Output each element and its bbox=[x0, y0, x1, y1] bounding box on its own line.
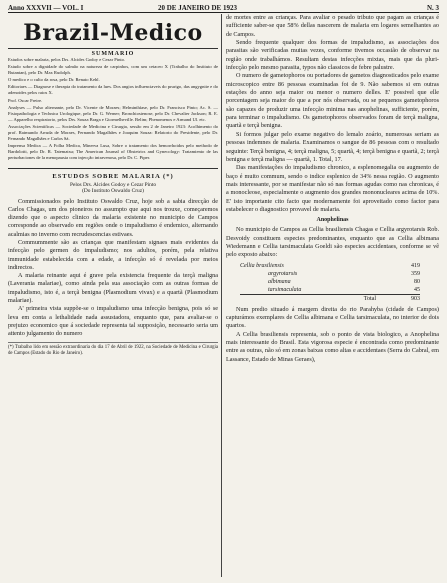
masthead-title: Brazil-Medico bbox=[23, 20, 203, 46]
species-name: argyrotarsis bbox=[268, 270, 298, 277]
summary-item: Imprensa Medica — A Folha Medica, Minerva Lusa, Sobre o tratamento dos hemorrhoidos pelo methodo de Bardolotti, pelo Dr. R. Tatematsu; The American Journal of Obstetrics and Gynecology: Tratamiento de las perturbaciones de la menopausia com injecção intravenosa, pelo Dr. C. Piper. bbox=[8, 143, 218, 161]
species-row bbox=[240, 270, 420, 278]
issue-volume: Anno XXXVII — VOL. I bbox=[8, 4, 84, 12]
species-count: 80 bbox=[414, 278, 420, 285]
article-authors: Pelos Drs. Alcides Godoy e Cezar Pinto bbox=[69, 181, 157, 188]
article-paragraph: Num predio situado á margem direita do rio Parahyba (cidade de Campos) capturámos exemplares de Cellia albimana e Cellia tarsimaculata, no interior de dois quartos. bbox=[226, 305, 439, 330]
left-column bbox=[8, 14, 218, 579]
article-paragraph: No municipio de Campos as Cellia brasiliensis Chagas e Cellia argyrotarsis Rob. Desvoidy constituem especies predominantes, enquanto que as Cellia albimana Wiedemann e Cellia tarsimaculata Goeldi são especies accidentaes, conforme se vê pelo exposto abaixo: bbox=[226, 226, 439, 259]
species-count: 45 bbox=[414, 286, 420, 293]
summary-item: O medico e o culto da rosa, pelo Dr. Renato Kehl. bbox=[8, 77, 100, 83]
species-count: 419 bbox=[411, 262, 420, 269]
issue-date: 20 DE JANEIRO DE 1923 bbox=[158, 4, 237, 12]
summary-item: Estudos sobre malaria, pelos Drs. Alcides Godoy e Cezar Pinto. bbox=[8, 57, 126, 62]
article-paragraph: A malaria reinante aqui é grave pela existencia frequente da terçã maligna (Laverania malariae), como ainda pela sua associação com as outras formas de impaludismo, isto é, a terçã benigna (Plasmodium vivax) e a quartã (Plasmodium malariae). bbox=[8, 272, 218, 305]
summary-item: Associações Scientificas — Sociedade de Medicina e Cirurgia, sessão em 2 de Janeiro 1923: Acolhimento do prof. Raimundo Arruda de Moraes, Fernando Magalhães e Joaquim Souza: Relatorio do Presidente, pelo Dr. Fernando Magalhães e Carlos Sá. bbox=[8, 123, 218, 142]
article-paragraph: Commissionados pelo Instituto Oswaldo Cruz, hoje sob a sabia direcção de Carlos Chagas, um dos pioneiros no assumpto que aqui nos trouxe, começaremos dizendo que o aspecto clinico da malaria existente no municipio de Campos corresponde ao observado em regiões onde o impaludismo é endemico, alternando acalmias no inverno com recrudescencias estivaes. bbox=[8, 197, 218, 238]
issue-number: N. 3 bbox=[426, 4, 439, 12]
species-row bbox=[240, 262, 420, 270]
right-column bbox=[226, 14, 439, 579]
header-rule bbox=[8, 12, 439, 13]
species-total-value: 903 bbox=[390, 294, 420, 303]
article-paragraph: Commummente são as crianças que manifestam signaes mais evidentes da infecção pelo germen do impaludismo; nos adultos, porém, pela relativa immunidade estabelecida com a edade, a infecção só é revelada por meios indirectos. bbox=[8, 238, 218, 271]
summary-list bbox=[8, 57, 218, 162]
column-divider bbox=[221, 14, 222, 577]
article-paragraph: Sendo frequente qualquer dos formas de impaludismo, as associações dos parasitas são verificadas muitas vezes, conforme tivemos occasião de observar na região onde trabalhámos. Resultam destas infecções mixtas, mais que da pluri-infecção pelo mesmo parasita, typos não classicos de febre palustre. bbox=[226, 39, 439, 72]
summary-item: Editoriaes — Diagnose e therapia do tratamento da lues. Dos angios influenciaveis do prurigo, das angygnite e do adenoides pelos raios X. bbox=[8, 84, 218, 96]
species-table bbox=[240, 262, 420, 303]
species-count: 359 bbox=[411, 270, 420, 277]
article-paragraph: Si formos julgar pelo exame negativo do lemalo zoário, numerosas seriam as pessoas indemnes de malaria. Examinamos o sangue de 86 pessoas com o resultado seguinte: Terçã benigna, 4; terçã maligna, 5; quartã, 4; terçã benigna e quartã, 2; terçã benigna e terçã maligna — quartã, 1. Total, 17. bbox=[226, 130, 439, 163]
summary-item: Estudo sobre a dignidade do salmão na natureza de carpinhos, com um cetaceo X (Trabalho do Instituto de Butantan), pelo Dr. Max Rudolph. bbox=[8, 64, 218, 76]
article-paragraph: de mortes entre as crianças. Para avaliar o pesado tributo que pagam as crianças é sufficiente saber-se que 58% dellas nascerem de malaria em logares semelhantes ao de Campos. bbox=[226, 14, 439, 38]
article-paragraph: A Cellia brasiliensis representa, sob o ponto de vista biologico, a Anophelina mais interessante do Brasil. Esta vigorosa especie é encontrada como predominante entre as outras, não só em zonas baixas como altas e accidentaes (Serra do Cabral, em Lassance, Estado de Minas Geraes), bbox=[226, 330, 439, 363]
summary-item: Prof. Oscar Freire. bbox=[8, 97, 43, 103]
section-heading: Anophelinas bbox=[316, 217, 349, 224]
article-paragraph: Das manifestações do impaludismo chronico, a esplenomegalia ou augmento de baço é muito commum, sendo o indice esplenico de 34% nessa região. O augmento mais interessante, por se manifestar não só nas formas agudas como nas chronicas, é a monocleose, especialmente o augmento dos grandes mononucleares acima de 10%. E' isto importante cito facto que modernamente foi aproveitado como factor para estabelecer o diagnostico provavel de malaria. bbox=[226, 164, 439, 213]
article-institution: (Do Instituto Oswaldo Cruz) bbox=[82, 187, 144, 194]
article-paragraph: O numero de gametophoros ou portadores de gametos diagnosticados pelo exame microscopico entre 86 pessoas examinadas foi de 9. Não sabemos si em outras estações do anno seja maior ou menor o numero delles. E' possivel que elle porcentagem seja maior do que a por nós observada, ou se pequenos gametophoros são capazes de produzir uma infecção minima nas anophelinas, sufficiente, porém, para terminar o impaludismo. Os gametophoros observados foram de terçã maligna, quartã e terçã benigna. bbox=[226, 72, 439, 130]
species-total-row bbox=[240, 294, 420, 303]
summary-title: SUMMARIO bbox=[8, 48, 218, 57]
summary-item: Analyses — Pulso alternante, pelo Dr. Vicente de Moraes; Helminthíase, pelo Dr. Francisco Pinto; Ac. S. — Fisiopathologia e Technica Urologique, pelo Dr. G. Werner; Bronchiostenose, pelo Dr. Chevalier Jackson; R. E. — Apparelho respiratorio, pelos Drs. Souza Braga e Gtormelheville. Belim; Phenomenos e Armand Ul. etc. bbox=[8, 104, 218, 122]
species-name: tarsimaculata bbox=[268, 286, 302, 293]
article-title: ESTUDOS SOBRE MALARIA (*) bbox=[8, 168, 218, 180]
species-name: Cellia brasiliensis bbox=[240, 262, 284, 269]
article-footnote: (*) Trabalho lido em sessão extraordinaria do dia 17 de Abril de 1922, na Sociedade de Medicina e Cirurgia de Campos (Estado do Rio de Janeiro). bbox=[8, 342, 218, 357]
species-row bbox=[240, 278, 420, 286]
species-name: albimana bbox=[268, 278, 291, 285]
species-total-label: Total bbox=[240, 294, 390, 303]
article-paragraph: A' primeira vista suppõe-se o impaludismo uma infecção benigna, pois só se leva em conta a lethalidade nada assustadora, enquanto que, para avaliar-se o prejuizo economico que á sociedade representa tal supposição, necessario seria um attento julgamento do numero bbox=[8, 305, 218, 338]
species-row bbox=[240, 286, 420, 295]
